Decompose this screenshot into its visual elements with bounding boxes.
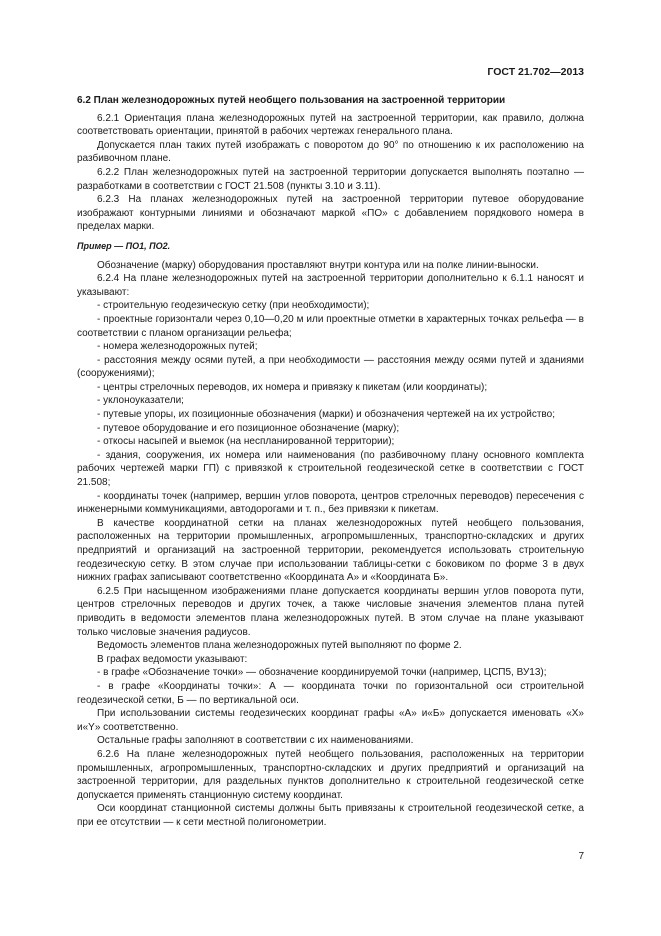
paragraph: При использовании системы геодезических координат графы «А» и«Б» допускается именовать «Х» и«Y» соответственно. (77, 708, 584, 733)
page-number: 7 (578, 851, 584, 862)
list-item: - в графе «Обозначение точки» — обозначение координируемой точки (например, ЦСП5, ВУ13); (97, 667, 547, 679)
paragraph: 6.2.2 План железнодорожных путей на застроенной территории допускается выполнять поэтапно — разработками в соответствии с ГОСТ 21.508 (пункты 3.10 и 3.11). (77, 166, 584, 192)
paragraph: Допускается план таких путей изображать с поворотом до 90° по отношению к их расположению на разбивочном плане. (77, 139, 584, 165)
paragraph: Обозначение (марку) оборудования проставляют внутри контура или на полке линии-выноски. (97, 259, 539, 271)
list-item: - здания, сооружения, их номера или наименования (по разбивочному плану основного комплекта рабочих чертежей марки ГП) с привязкой к строительной геодезической сетке в соответствии с ГОСТ 21.508; (77, 449, 584, 489)
document-code: ГОСТ 21.702—2013 (487, 66, 584, 78)
paragraph: Остальные графы заполняют в соответствии с их наименованиями. (97, 735, 414, 747)
paragraph: 6.2.6 На плане железнодорожных путей необщего пользования, расположенных на территории промышленных, агропромышленных, транспортно-складских и других предприятий и организаций на застроенной территории, для раздельных пунктов дополнительно к строительной геодезической сетке допускается применять станционную систему координат. (77, 748, 584, 801)
list-item: - координаты точек (например, вершин углов поворота, центров стрелочных переводов) пересечения с инженерными коммуникациями, автодорогами и т. п., без привязки к пикетам. (77, 490, 584, 516)
list-item: - центры стрелочных переводов, их номера и привязку к пикетам (или координаты); (97, 381, 488, 393)
example-note: Пример — ПО1, ПО2. (77, 240, 171, 251)
paragraph: 6.2.1 Ориентация плана железнодорожных путей на застроенной территории, как правило, должна соответствовать ориентации, принятой в рабочих чертежах генерального плана. (77, 112, 584, 138)
paragraph: 6.2.5 При насыщенном изображениями плане допускается координаты вершин углов поворота пути, центров стрелочных переводов и других точек, а также числовые значения элементов плана путей приводить в ведомости элементов плана железнодорожных путей. В этом случае на плане указывают только числовые значения радиусов. (77, 585, 584, 638)
list-item: - путевые упоры, их позиционные обозначения (марки) и обозначения чертежей на их устройство; (97, 409, 555, 421)
paragraph: 6.2.3 На планах железнодорожных путей на застроенной территории путевое оборудование изображают контурными линиями и обозначают маркой «ПО» с добавлением порядкового номера в пределах марки. (77, 194, 584, 233)
paragraph: В графах ведомости указывают: (97, 653, 248, 665)
paragraph: 6.2.4 На плане железнодорожных путей на застроенной территории дополнительно к 6.1.1 наносят и указывают: (77, 273, 584, 298)
list-item: - строительную геодезическую сетку (при необходимости); (97, 300, 370, 312)
paragraph: Оси координат станционной системы должны быть привязаны к строительной геодезической сетке, а при ее отсутствии — к сети местной полигонометрии. (77, 803, 584, 828)
document-body (77, 94, 584, 829)
list-item: - расстояния между осями путей, а при необходимости — расстояния между осями путей и зданиями (сооружениями); (77, 354, 584, 380)
paragraph: В качестве координатной сетки на планах железнодорожных путей необщего пользования, расположенных на территории промышленных, агропромышленных, транспортно-складских и других предприятий и организаций на застроенной территории, рекомендуется использовать строительную геодезическую сетку. В этом случае при использовании таблицы-сетки с боковиком по форме 3 в двух нижних графах записывают соответственно «Координата А» и «Координата Б». (77, 517, 584, 584)
paragraph: Ведомость элементов плана железнодорожных путей выполняют по форме 2. (97, 640, 462, 652)
list-item: - откосы насыпей и выемок (на неспланированной территории); (97, 436, 395, 448)
section-heading: 6.2 План железнодорожных путей необщего пользования на застроенной территории (77, 95, 506, 106)
list-item: - уклоноуказатели; (97, 395, 184, 407)
list-item: - в графе «Координаты точки»: А — координата точки по горизонтальной оси строительной геодезической сетки, Б — по вертикальной оси. (77, 680, 584, 706)
list-item: - путевое оборудование и его позиционное обозначение (марку); (97, 422, 400, 434)
list-item: - номера железнодорожных путей; (97, 341, 258, 353)
list-item: - проектные горизонтали через 0,10—0,20 м или проектные отметки в характерных точках рельефа — в соответствии с планом организации рельефа; (77, 313, 584, 339)
